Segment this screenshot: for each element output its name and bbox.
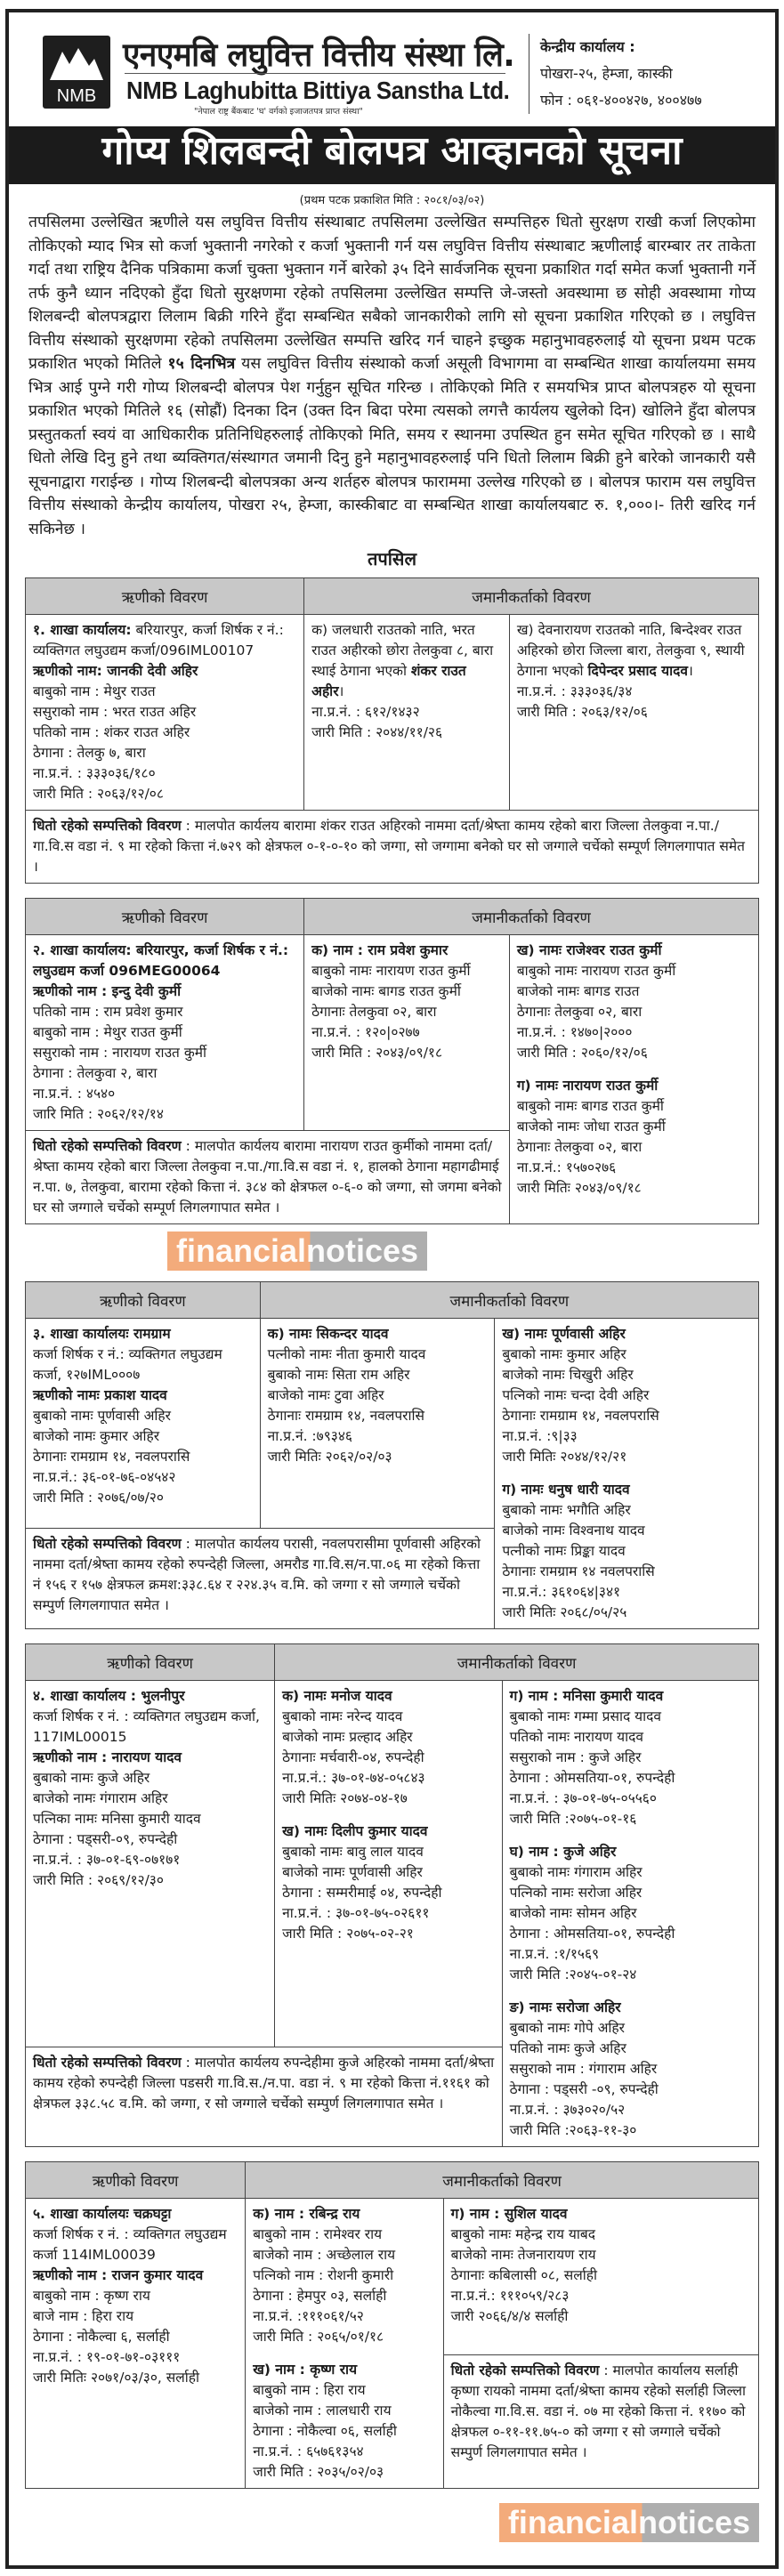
detail-line: पत्नीको नामः प्रिङ्का यादव [502,1543,626,1559]
detail-line [510,1686,751,1707]
detail-line: ना.प्र.नं.: ३७-०१-७४-०५८४३ [282,1770,425,1786]
table-header-row [26,899,759,935]
detail-line: बुबाको नामः कुजे अहिर [33,1770,150,1786]
table-row [26,935,759,1131]
loan-section-table [25,1643,759,2147]
detail-line: बाबुको नाम : रामेश्वर राय [253,2226,383,2242]
detail-line: ना.प्र.नं. : १४७०|२००० [516,1024,633,1040]
detail-line [33,661,296,682]
guarantor-block [502,1324,751,1467]
collateral-label: धितो रहेको सम्पत्तिको विवरण [450,2362,600,2379]
detail-line: ठेगाना : हेमपुर ०३, सर्लाही [253,2288,387,2304]
detail-line [33,620,296,661]
borrower-header: ऋणीको विवरण [26,578,304,615]
detail-line: जारी मिति : २०३५/०२/०३ [253,2464,384,2480]
detail-line [282,1686,494,1707]
detail-line: ना.प्र.नं. : ३३३०३६/१८० [33,765,156,781]
collateral-text: : मालपोत कार्यालय सर्लाही कृष्णा रायको नाममा दर्ता/श्रेष्ता कामय रहेको सर्लाही जिल्ला नोकैल्वा गा.वि.स. वडा नं. ०७ मा रहेको कित्ता नं. ११७० को क्षेत्रफल ०-११-११.७५-० को जग्गा र सो जग्गाले चर्चेको सम्पुर्ण लिगलगापात समेत । [450,2362,747,2461]
detail-line: जारी मिति :२०७५-०१-१६ [509,1811,637,1827]
detail-line: बाबुको नाम : मेथुर राउत [33,683,156,699]
detail-line: बाजेको नामः बागड राउत कुर्मी [311,983,461,999]
detail-line: ना.प्र.नं.: ३६-०१-७६-०४५४२ [33,1469,176,1485]
detail-line: ससुराको नाम : भरत राउत अहिर [33,704,197,720]
guarantor-block [510,1998,751,2141]
guarantor-block [311,620,502,743]
detail-line [502,1324,751,1345]
detail-bold: ऋणीको नामः प्रकाश यादव [33,1387,167,1403]
guarantor-block [451,2204,751,2327]
detail-text: । [688,663,693,679]
office-label: केन्द्रीय कार्यालय : [540,38,635,55]
detail-line: बाबुको नाम : कृष्ण राय [33,2288,150,2304]
detail-line [33,981,296,1002]
detail-line: ठेगाना : पड्सरी -०९, रुपन्देही [509,2081,659,2097]
detail-line: ससुराको नाम : गंगाराम अहिर [509,2061,658,2077]
detail-line: पतिको नामः कुजे अहिर [509,2040,626,2056]
watermark: financialnotices [499,2503,759,2542]
detail-line: जारी मितिः २०४३/०९/१८ [516,1180,642,1196]
detail-line: जारी मिति : २०४३/०९/१८ [311,1045,443,1061]
detail-line: जारि मिति : २०६२/१२/१४ [33,1106,164,1122]
detail-line: पतिको नाम : राम प्रवेश कुमार [33,1004,183,1020]
detail-bold: क) नाम : राम प्रवेश कुमार [311,942,449,958]
table-header-row [26,2162,759,2199]
detail-bold: ख) नाम : कृष्ण राय [253,2362,358,2378]
detail-line: ससुराको नाम : कुजे अहिर [509,1749,642,1765]
detail-bold: क) नामः सिकन्दर यादव [267,1326,389,1342]
detail-line: ठेगाना : नोकैल्वा ०६, सर्लाही [253,2423,397,2439]
detail-bold: ङ) नामः सरोजा अहिर [509,1999,621,2015]
detail-bold: ऋणीको नाम : राजन कुमार यादव [33,2267,204,2283]
detail-text: बरियारपुर, कर्जा शिर्षक र नं.: व्यक्तिगत लघुउद्यम कर्जा/096IML00107 [33,622,284,658]
detail-line: ठेगाना : तेलकु ७, बारा [33,745,146,761]
detail-line: बुबाको नामः कुमार अहिर [502,1346,626,1362]
notice-title: गोप्य शिलबन्दी बोलपत्र आव्हानको सूचना [101,128,683,174]
detail-line: बुबाको नामः गोपे अहिर [509,2020,625,2036]
detail-line: जारी मिति : २०६५/०१/१८ [253,2329,384,2345]
detail-line: बुबाको नामः बावु लाल यादव [282,1844,424,1860]
detail-line: पत्निको नाम : रोशनी कुमारी [253,2267,394,2283]
mountain-logo-icon [43,36,110,109]
detail-line: ठेगाना : पड्सरी-०९, रुपन्देही [33,1831,178,1847]
detail-bold: ३. शाखा कार्यालयः रामग्राम [33,1326,171,1342]
detail-line [517,1076,751,1096]
detail-bold: घ) नाम : कुजे अहिर [509,1844,617,1860]
detail-line [33,1385,253,1406]
detail-line: बुबाको नामः गंगाराम अहिर [509,1864,643,1880]
guarantor-block [282,1821,494,1944]
detail-line: बुबाको नामः पूर्णवासी अहिर [33,1408,171,1424]
loan-section-table [25,577,759,884]
table-row [26,1681,759,2047]
detail-line [33,1324,253,1345]
detail-line [451,2204,751,2225]
detail-bold: ग) नाम : सुशिल यादव [450,2206,568,2222]
detail-line: ठेगानाः रामग्राम १४, नवलपरासि [267,1408,425,1424]
guarantor-details [509,615,758,811]
collateral-details [443,2355,758,2489]
watermark-row [25,1231,759,1274]
loan-section-table [25,1281,759,1629]
watermark: financialnotices [167,1231,427,1271]
intro-text: तपसिलमा उल्लेखित ऋणीले यस लघुवित्त वित्तीय संस्थाबाट तपसिलमा उल्लेखित सम्पत्तिहरु धितो सुरक्षण राखी कर्जा लिएकोमा तोकिएको म्याद भित्र सो कर्जा भुक्तानी नगरेको र कर्जा भुक्तानी गर्न यस लघुवित्त वित्तीय संस्थाबाट ऋणीलाई बारम्बार तर ताकेता गर्दा तथा राष्ट्रिय दैनिक पत्रिकामा कर्जा चुक्ता भुक्तान गर्ने बारेको ३५ दिने सार्वजनिक सूचना प्रकाशित गर्दा समेत कर्जा भुक्तानी गर्ने तर्फ कुनै ध्यान नदिएको हुँदा धितो सुरक्षणमा रहेको तपसिलमा उल्लेखित सम्पत्ति जे-जस्तो अवस्थामा छ सोही अवस्थामा गोप्य शिलबन्दी बोलपत्रद्वारा लिलाम बिक्री गरिने हुँदा सम्बन्धित सबैको जानकारीको लागि सो सूचना प्रकाशित गरिएको छ । लघुवित्त वित्तीय संस्थाको सुरक्षणमा रहेको तपसिलमा उल्लेखित सम्पत्ति खरिद गर्न चाहने इच्छुक महानुभावहरुलाई यो सूचना प्रथम पटक प्रकाशित भएको मितिले [28,214,756,373]
guarantor-block [502,1480,751,1623]
intro-text: यस लघुवित्त वित्तीय संस्थाको कर्जा असूली विभागमा वा सम्बन्धित शाखा कार्यालयमा समय भित्र आई पुग्ने गरी गोप्य शिलबन्दी बोलपत्र पेश गर्नुहुन सूचित गरिन्छ । तोकिएको मिति र समयभित्र प्राप्त बोलपत्रहरु यो सूचना प्रकाशित भएको मितिले १६ (सोह्रौं) दिनका दिन (उक्त दिन बिदा परेमा त्यसको लगत्तै कार्यलय खुलेको दिन) खोलिने हुँदा बोलपत्र प्रस्तुतकर्ता स्वयं वा आधिकारीक प्रतिनिधिहरुलाई तोकिएको मिति, समय र स्थानमा उपस्थित हुन समेत सूचित गरिएको छ । साथै धितो लेखि दिनु हुने तथा ब्यक्तिगत/संस्थागत जमानी दिनु हुने महानुभावहरुलाई पनि धितो लिलाम बिक्री हुने बारेको जानकारी यसै सूचनाद्वारा गराईन्छ । गोप्य शिलबन्दी बोलपत्रका अन्य शर्तहरु बोलपत्र फाराममा उल्लेख गरिएको छ । बोलपत्र फाराम यस लघुवित्त वित्तीय संस्थाको केन्द्रीय कार्यालय, पोखरा २५, हेम्जा, कास्कीबाट वा सम्बन्धित शाखा कार्यालयबाट रु. १,०००।- तिरी खरिद गर्न सकिनेछ । [28,355,756,538]
guarantor-header: जमानीकर्ताको विवरण [246,2162,759,2199]
detail-bold: १. शाखा कार्यालय: [33,622,132,638]
guarantor-block [311,941,502,1063]
detail-line: पत्निको नामः चन्दा देवी अहिर [502,1387,650,1403]
detail-line: जारी मितिः २०७१/०३/३०, सर्लाही [33,2370,200,2386]
office-phone: फोन : ०६१-४००४२७, ४००४७७ [540,92,702,109]
guarantor-header: जमानीकर्ताको विवरण [260,1282,758,1319]
loan-section-table [25,898,759,1224]
guarantor-details [304,935,510,1131]
guarantor-block [253,2360,435,2483]
table-row [26,615,759,811]
guarantor-block [510,1842,751,1985]
detail-line: ठेगानाः तेलकुवा ०२, बारा [311,1004,437,1020]
schedule-heading: तपसिल [367,548,417,569]
detail-line: जारी २०६६/४/४ सर्लाही [450,2308,569,2324]
guarantor-block [517,1076,751,1199]
notice-frame [5,9,779,2569]
detail-line: जारी मिति : २०६३/१२/०८ [33,786,164,802]
guarantor-details [495,1319,759,1629]
org-name-english: NMB Laghubitta Bittiya Sanstha Ltd. [126,77,510,104]
detail-line: बाजेको नामः जोधा राउत कुर्मी [516,1118,666,1135]
borrower-header: ऋणीको विवरण [26,899,304,935]
detail-line [502,1480,751,1500]
detail-bold: ख) नामः पूर्णवासी अहिर [502,1326,626,1342]
guarantor-header: जमानीकर्ताको विवरण [304,899,759,935]
detail-line: जारी मिति : २०७६/०७/२० [33,1490,164,1506]
detail-line: ना.प्र.नं. :१/१५६९ [509,1946,600,1962]
intro-deadline: १५ दिनभित्र [167,355,236,373]
detail-line [311,941,502,961]
detail-line: ना.प्र.नं. : ४५४० [33,1086,116,1102]
detail-line [33,1686,267,1707]
detail-line: ना.प्र.नं.: १११०५९/२८३ [450,2288,570,2304]
guarantor-block [510,1686,751,1829]
detail-line: जारी मितिः २०७४-०४-१७ [282,1790,408,1806]
detail-line: बाबुको नामः बागड राउत कुर्मी [516,1098,664,1114]
detail-line: बाजेको नामः चिखुरी अहिर [502,1367,634,1383]
detail-line: ठेगानाः कबिलासी ०८, सर्लाही [450,2267,598,2283]
guarantor-details [502,1681,758,2147]
detail-line [33,2265,238,2286]
detail-line: कर्जा शिर्षक र नं. : व्यक्तिगत लघुउद्यम कर्जा 114IML00039 [33,2226,227,2263]
detail-line: बाजेको नामः गंगाराम अहिर [33,1790,168,1806]
collateral-label: धितो रहेको सम्पत्तिको विवरण [33,2055,182,2071]
detail-line: बाबुको नामः नारायण राउत कुर्मी [311,963,471,979]
detail-line: ना.प्र.नं. : १९-०१-७१-०३१११ [33,2349,181,2365]
collateral-text: : मालपोत कार्यलय बारामा नारायण राउत कुर्मीको नाममा दर्ता/श्रेष्ता कामय रहेको बारा जिल्ला तेलकुवा न.पा./गा.वि.स वडा नं. १, हालको ठेगाना महागढीमाई न.पा. ७, तेलकुवा, बारामा रहेको कित्ता नं. ३८४ को क्षेत्रफल ०-६-० को जग्गा, सो जगमा बनेको घर सो जग्गाले चर्चेको सम्पूर्ण लिगलगापात समेत । [33,1138,502,1215]
detail-line: ना.प्र.नं. :१११०६१/५२ [253,2308,364,2324]
detail-line: पतिको नाम : शंकर राउत अहिर [33,724,190,740]
borrower-header: ऋणीको विवरण [26,1644,275,1681]
guarantor-details [275,1681,502,2047]
letterhead [9,12,775,117]
detail-line: जारी मिति : २०७५-०२-२१ [282,1926,414,1942]
detail-bold: ख) नामः दिलीप कुमार यादव [282,1823,428,1839]
detail-bold: शंकर राउत अहीर [311,663,466,699]
borrower-header: ऋणीको विवरण [26,2162,246,2199]
detail-line: पतिको नामः नारायण यादव [509,1729,643,1745]
guarantor-details [304,615,510,811]
detail-line: पत्नीको नामः नीता कुमारी यादव [267,1346,426,1362]
detail-line: बुबाको नामः नरेन्द यादव [282,1708,403,1724]
guarantor-block [253,2204,435,2347]
detail-line: जारी मिति : २०४४/११/२६ [311,724,443,740]
detail-line: ठेगाना : नोकैल्वा ६, सर्लाही [33,2329,170,2345]
detail-line: बाबुको नाम : हिरा राय [253,2382,366,2398]
detail-line: बाजेको नामः तेजनारायण राय [450,2247,596,2263]
detail-line: बाबुको नामः नारायण राउत कुर्मी [516,963,676,979]
central-office [529,34,702,114]
table-header-row [26,1644,759,1681]
collateral-details [26,2047,503,2147]
detail-line: ना.प्र.नं. :९|३३ [502,1428,578,1444]
borrower-details [26,615,304,811]
detail-line: ठेगाना : ओमसतिया-०१, रुपन्देही [509,1926,675,1942]
detail-bold: ऋणीको नाम: जानकी देवी अहिर [33,663,198,679]
guarantor-details [443,2199,758,2355]
guarantor-header: जमानीकर्ताको विवरण [304,578,759,615]
svg-text:NMB: NMB [56,86,97,106]
detail-line: बाजेको नामः विश्वनाथ यादव [502,1522,645,1538]
detail-line [253,2204,435,2225]
detail-line: कर्जा शिर्षक र नं. : व्यक्तिगत लघुउद्यम कर्जा, 117IML00015 [33,1708,260,1745]
detail-line: बाजेको नाम : लालधारी राय [253,2402,392,2419]
guarantor-block [282,1686,494,1809]
table-header-row [26,578,759,615]
detail-line [311,620,502,702]
notice-body [9,184,775,2565]
notice-title-bar [9,126,775,184]
detail-line: ठेगानाः तेलकुवा ०२, बारा [516,1139,643,1155]
collateral-label: धितो रहेको सम्पत्तिको विवरण [33,1138,182,1154]
detail-line: बुबाको नामः भगौति अहिर [502,1502,631,1518]
collateral-text: : मालपोत कार्यलय परासी, नवलपरासीमा पूर्णवासी अहिरको नाममा दर्ता/श्रेष्ता कामय रहेको रुपन्देही जिल्ला, अमरौड गा.वि.स/न.पा.०६ मा रहेको कित्ता नं १५६ र १५७ क्षेत्रफल क्रमश:३३८.६४ र २२४.३५ व.मि. को जग्गा र सो जग्गाले चर्चेको सम्पुर्ण लिगलगापात समेत । [33,1536,481,1614]
detail-line: जारी मिति :२०६३-११-३० [509,2122,637,2138]
detail-line: पत्निको नामः सरोजा अहिर [509,1885,643,1901]
detail-line: ठेगानाः रामग्राम १४, नवलपरासि [33,1449,190,1465]
detail-line [33,941,296,981]
detail-line: ना.प्र.नं. : ३३३०३६/३४ [516,683,633,699]
borrower-details [26,1681,275,2047]
detail-line: ना.प्र.नं.: ३६१०६४|३४१ [502,1584,621,1600]
detail-line: बाबुको नाम : मेथुर राउत कुर्मी [33,1024,182,1040]
detail-text: क) जलधारी राउतको नाति, भरत राउत अहीरको छोरा तेलकुवा ८, बारा स्थाई ठेगाना भएको [311,622,494,679]
detail-line: कर्जा शिर्षक र नं.: व्यक्तिगत लघुउद्यम कर्जा, १२७IML०००७ [33,1346,222,1383]
borrower-header: ऋणीको विवरण [26,1282,261,1319]
collateral-text: : मालपोत कार्यलय रुपन्देहीमा कुजे अहिरको नाममा दर्ता/श्रेष्ता कामय रहेको रुपन्देही जिल्ला पडसरी गा.वि.स./न.पा. वडा नं. ९ मा रहेको कित्ता नं.११६१ को क्षेत्रफल ३३८.५८ व.मि. को जग्गा, र सो जग्गाले चर्चेको सम्पुर्ण लिगलगापात समेत । [33,2055,495,2112]
guarantor-details [509,935,758,1224]
published-date: (प्रथम पटक प्रकाशित मिति : २०८१/०३/०२) [299,194,485,207]
detail-line [282,1821,494,1842]
borrower-details [26,935,304,1131]
detail-line: ना.प्र.नं. : ३७-०१-६९-०७१७१ [33,1852,181,1868]
divider [125,73,505,74]
detail-text: ख) देवनारायण राउतको नाति, बिन्देश्वर राउत अहिरको छोरा जिल्ला बारा, तेलकुवा ९, स्थायी ठेगाना भएको [516,622,745,679]
detail-line: ना.प्र.नं. : ६१२/१४३२ [311,704,420,720]
detail-bold: ग) नाम : मनिसा कुमारी यादव [509,1688,664,1704]
detail-bold: क) नामः मनोज यादव [282,1688,392,1704]
detail-line: ठेगाना : ओमसतिया-०१, रुपन्देही [509,1770,675,1786]
collateral-details [26,1131,510,1224]
detail-line: ठेगानाः रामग्राम १४, नवलपरासि [502,1408,659,1424]
detail-line [510,1842,751,1862]
detail-line: ना.प्र.नं. : ३७-०१-७५-०२६११ [282,1905,430,1921]
detail-line: बाजेको नामः बागड राउत [516,983,640,999]
detail-line [268,1324,488,1345]
detail-bold: ख) नामः राजेश्वर राउत कुर्मी [516,942,662,958]
detail-line: जारी मिति : २०६३/१२/०६ [516,704,648,720]
detail-line: ठेगाना : सम्मरीमाई ०४, रुपन्देही [282,1885,442,1901]
detail-line: बाजेको नामः पूर्णवासी अहिर [282,1864,423,1880]
detail-line: बाजेको नामः सोमन अहिर [509,1905,637,1921]
watermark-row [25,2503,759,2546]
intro-paragraph [28,211,756,541]
detail-line: ना.प्र.नं.: १५७०२७६ [516,1159,617,1175]
detail-bold: ऋणीको नाम : नारायण यादव [33,1749,182,1765]
detail-line: ठेगाना : तेलकुवा २, बारा [33,1065,158,1081]
detail-bold: ५. शाखा कार्यालयः चक्रघट्टा [33,2206,172,2222]
nmb-logo [43,36,110,109]
borrower-details [26,1319,261,1529]
guarantor-details [260,1319,495,1529]
guarantor-block [517,620,751,723]
detail-bold: ऋणीको नाम : इन्दु देवी कुर्मी [33,983,182,999]
detail-line: जारी मिति :२०४५-०१-२४ [509,1966,637,1982]
guarantor-block [517,941,751,1063]
detail-line: ना.प्र.नं. : १२०|०२७७ [311,1024,420,1040]
detail-line [33,2204,238,2225]
detail-line: बाजेको नामः टुवा अहिर [267,1387,384,1403]
detail-line: बाजेको नाम : अच्छेलाल राय [253,2247,396,2263]
detail-bold: २. शाखा कार्यालय: बरियारपुर, कर्जा शिर्षक र नं.: लघुउद्यम कर्जा 096MEG00064 [33,942,289,979]
guarantor-block [268,1324,488,1467]
tagline: "नेपाल राष्ट्र बैंकबाट 'घ' वर्गको इजाजतपत्र प्राप्त संस्था" [194,107,363,117]
detail-line: बाजेको नामः कुमार अहिर [33,1428,160,1444]
detail-line: ना.प्र.नं. : ३७३०२०/५२ [509,2102,626,2118]
collateral-label: धितो रहेको सम्पत्तिको विवरण [33,818,182,834]
table-row [26,1319,759,1529]
detail-line: बाजेको नामः प्रल्हाद अहिर [282,1729,413,1745]
detail-line: जारी मिति : २०६९/१२/३० [33,1872,164,1888]
detail-bold: ग) नामः नारायण राउत कुर्मी [516,1078,659,1094]
detail-line [253,2360,435,2380]
detail-line: बुबाको नामः गम्मा प्रसाद यादव [509,1708,661,1724]
detail-line [33,1748,267,1768]
detail-bold: क) नाम : रबिन्द्र राय [253,2206,360,2222]
collateral-text: : मालपोत कार्यलय बारामा शंकर राउत अहिरको नाममा दर्ता/श्रेष्ता कामय रहेको बारा जिल्ला तेलकुवा न.पा./गा.वि.स वडा नं. ९ मा रहेको कित्ता नं.७२९ को क्षेत्रफल ०-१-०-१० को जग्गा, सो जग्गामा बनेको घर सो जग्गाले चर्चेको सम्पूर्ण लिगलगापात समेत । [33,818,745,875]
detail-text: । [338,683,344,699]
detail-line: ठेगानाः रामग्राम १४ नवलपरासि [502,1563,655,1579]
borrower-details [26,2199,246,2489]
collateral-label: धितो रहेको सम्पत्तिको विवरण [33,1536,182,1553]
detail-line: ससुराको नाम : नारायण राउत कुर्मी [33,1045,207,1061]
detail-line: बाजे नाम : हिरा राय [33,2308,134,2324]
detail-line: बाबुको नामः महेन्द्र राय याबद [450,2226,595,2242]
detail-line [510,1998,751,2018]
detail-bold: ४. शाखा कार्यालय : भुलनीपुर [33,1688,185,1704]
detail-line [517,620,751,682]
detail-line: जारी मितिः २०६२/०२/०३ [267,1449,392,1465]
detail-line: पत्निका नामः मनिसा कुमारी यादव [33,1811,201,1827]
detail-line: ना.प्र.नं. : ३७-०१-७५-०५५६० [509,1790,657,1806]
table-row [26,811,759,884]
collateral-details [26,811,759,884]
detail-bold: दिपेन्दर प्रसाद यादव [587,663,689,679]
loan-section-table [25,2161,759,2489]
guarantor-details [246,2199,443,2489]
org-name-nepali: एनएमबि लघुवित्त वित्तीय संस्था लि. [123,36,515,74]
detail-line: जारी मितिः २०४४/१२/२१ [502,1449,627,1465]
detail-line [517,941,751,961]
guarantor-header: जमानीकर्ताको विवरण [275,1644,759,1681]
collateral-details [26,1529,495,1629]
detail-line: ना.प्र.नं. : ६५७६१३५४ [253,2443,364,2459]
detail-line: जारी मिति : २०६०/१२/०६ [516,1045,648,1061]
detail-line: जारी मितिः २०६८/०५/२५ [502,1604,627,1620]
detail-line: ना.प्र.नं. :७९३४६ [267,1428,352,1444]
detail-line: ठेगानाः मर्चवारी-०४, रुपन्देही [282,1749,424,1765]
table-header-row [26,1282,759,1319]
detail-bold: ग) नामः धनुष धारी यादव [502,1482,630,1498]
table-row [26,2199,759,2355]
schedule-tables [25,577,759,2489]
office-address: पोखरा-२५, हेम्जा, कास्की [540,65,673,82]
detail-line: ठेगानाः तेलकुवा ०२, बारा [516,1004,643,1020]
detail-line: बुबाको नामः सिता राम अहिर [267,1367,410,1383]
